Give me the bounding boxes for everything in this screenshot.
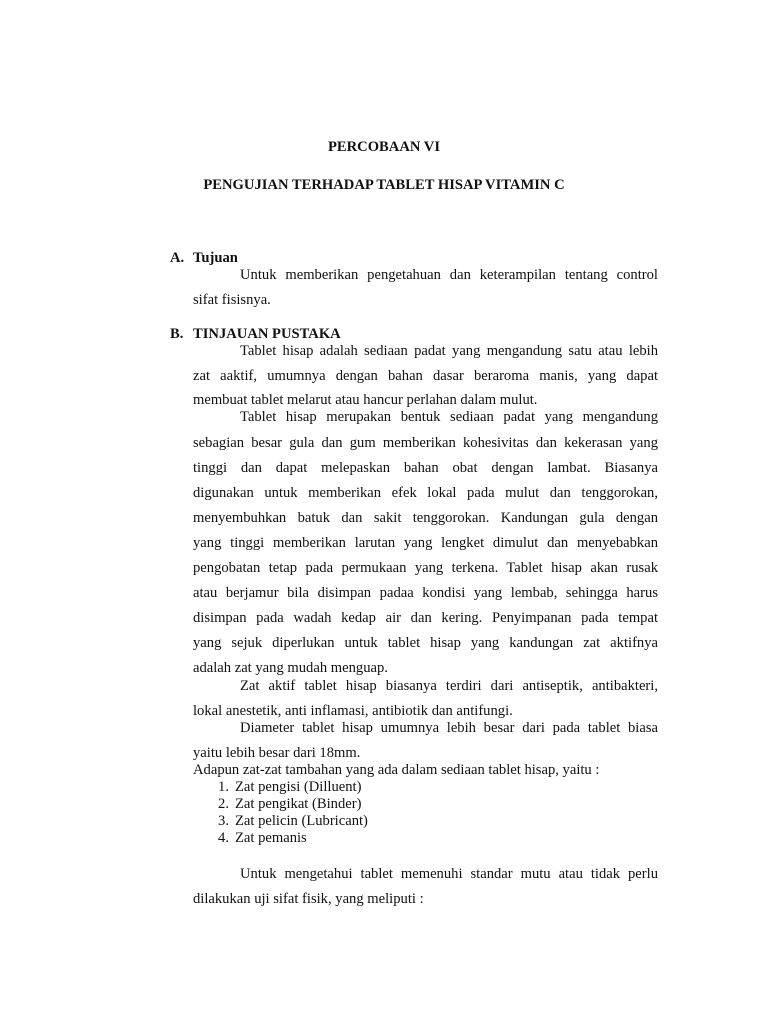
list-number: 1. xyxy=(218,779,229,795)
paragraph-line: yaitu lebih besar dari 18mm. xyxy=(193,745,361,761)
list-item xyxy=(211,831,307,846)
page-subtitle: PENGUJIAN TERHADAP TABLET HISAP VITAMIN C xyxy=(203,177,565,193)
paragraph-line: Tablet hisap merupakan bentuk sediaan padat yang mengandung xyxy=(240,409,658,425)
list-text: Zat pelicin (Lubricant) xyxy=(235,813,368,829)
paragraph-line: membuat tablet melarut atau hancur perlahan dalam mulut. xyxy=(193,392,538,408)
paragraph-line: disimpan pada wadah kedap air dan kering. Penyimpanan pada tempat xyxy=(193,610,658,626)
list-text: Zat pengisi (Dilluent) xyxy=(235,779,362,795)
paragraph-line: digunakan untuk memberikan efek lokal pada mulut dan tenggorokan, xyxy=(193,485,658,501)
section-a-line: sifat fisisnya. xyxy=(193,292,271,308)
paragraph-line: Diameter tablet hisap umumnya lebih besar dari pada tablet biasa xyxy=(240,720,658,736)
paragraph-line: tinggi dan dapat melepaskan bahan obat dengan lambat. Biasanya xyxy=(193,460,658,476)
paragraph-line: adalah zat yang mudah menguap. xyxy=(193,660,388,676)
section-b-letter: B. xyxy=(170,326,184,342)
list-number: 3. xyxy=(218,813,229,829)
paragraph-line: Zat aktif tablet hisap biasanya terdiri dari antiseptik, antibakteri, xyxy=(240,678,658,694)
list-item xyxy=(211,780,361,795)
paragraph-line: sebagian besar gula dan gum memberikan kohesivitas dan kekerasan yang xyxy=(193,435,658,451)
paragraph-line: Untuk mengetahui tablet memenuhi standar mutu atau tidak perlu xyxy=(240,866,658,882)
list-number: 2. xyxy=(218,796,229,812)
list-item xyxy=(211,814,368,829)
page-title: PERCOBAAN VI xyxy=(327,139,441,155)
paragraph-line: menyembuhkan batuk dan sakit tenggorokan. Kandungan gula dengan xyxy=(193,510,658,526)
list-text: Zat pengikat (Binder) xyxy=(235,796,362,812)
paragraph-line: atau berjamur bila disimpan padaa kondisi yang lembab, sehingga harus xyxy=(193,585,658,601)
section-a-heading: Tujuan xyxy=(193,250,238,266)
paragraph-line: dilakukan uji sifat fisik, yang meliputi : xyxy=(193,891,424,907)
paragraph-line: zat aaktif, umumnya dengan bahan dasar beraroma manis, yang dapat xyxy=(193,368,658,384)
section-a-letter: A. xyxy=(170,250,185,266)
section-a-line: Untuk memberikan pengetahuan dan keterampilan tentang control xyxy=(240,267,658,283)
paragraph-line: yang sejuk diperlukan untuk tablet hisap yang kandungan zat aktifnya xyxy=(193,635,658,651)
list-intro: Adapun zat-zat tambahan yang ada dalam sediaan tablet hisap, yaitu : xyxy=(193,762,600,778)
list-item xyxy=(211,797,361,812)
list-number: 4. xyxy=(218,830,229,846)
paragraph-line: pengobatan tetap pada permukaan yang terkena. Tablet hisap akan rusak xyxy=(193,560,658,576)
list-text: Zat pemanis xyxy=(235,830,307,846)
paragraph-line: lokal anestetik, anti inflamasi, antibiotik dan antifungi. xyxy=(193,703,513,719)
section-b-heading: TINJAUAN PUSTAKA xyxy=(193,326,341,342)
paragraph-line: yang tinggi memberikan larutan yang lengket dimulut dan menyebabkan xyxy=(193,535,658,551)
paragraph-line: Tablet hisap adalah sediaan padat yang mengandung satu atau lebih xyxy=(240,343,658,359)
